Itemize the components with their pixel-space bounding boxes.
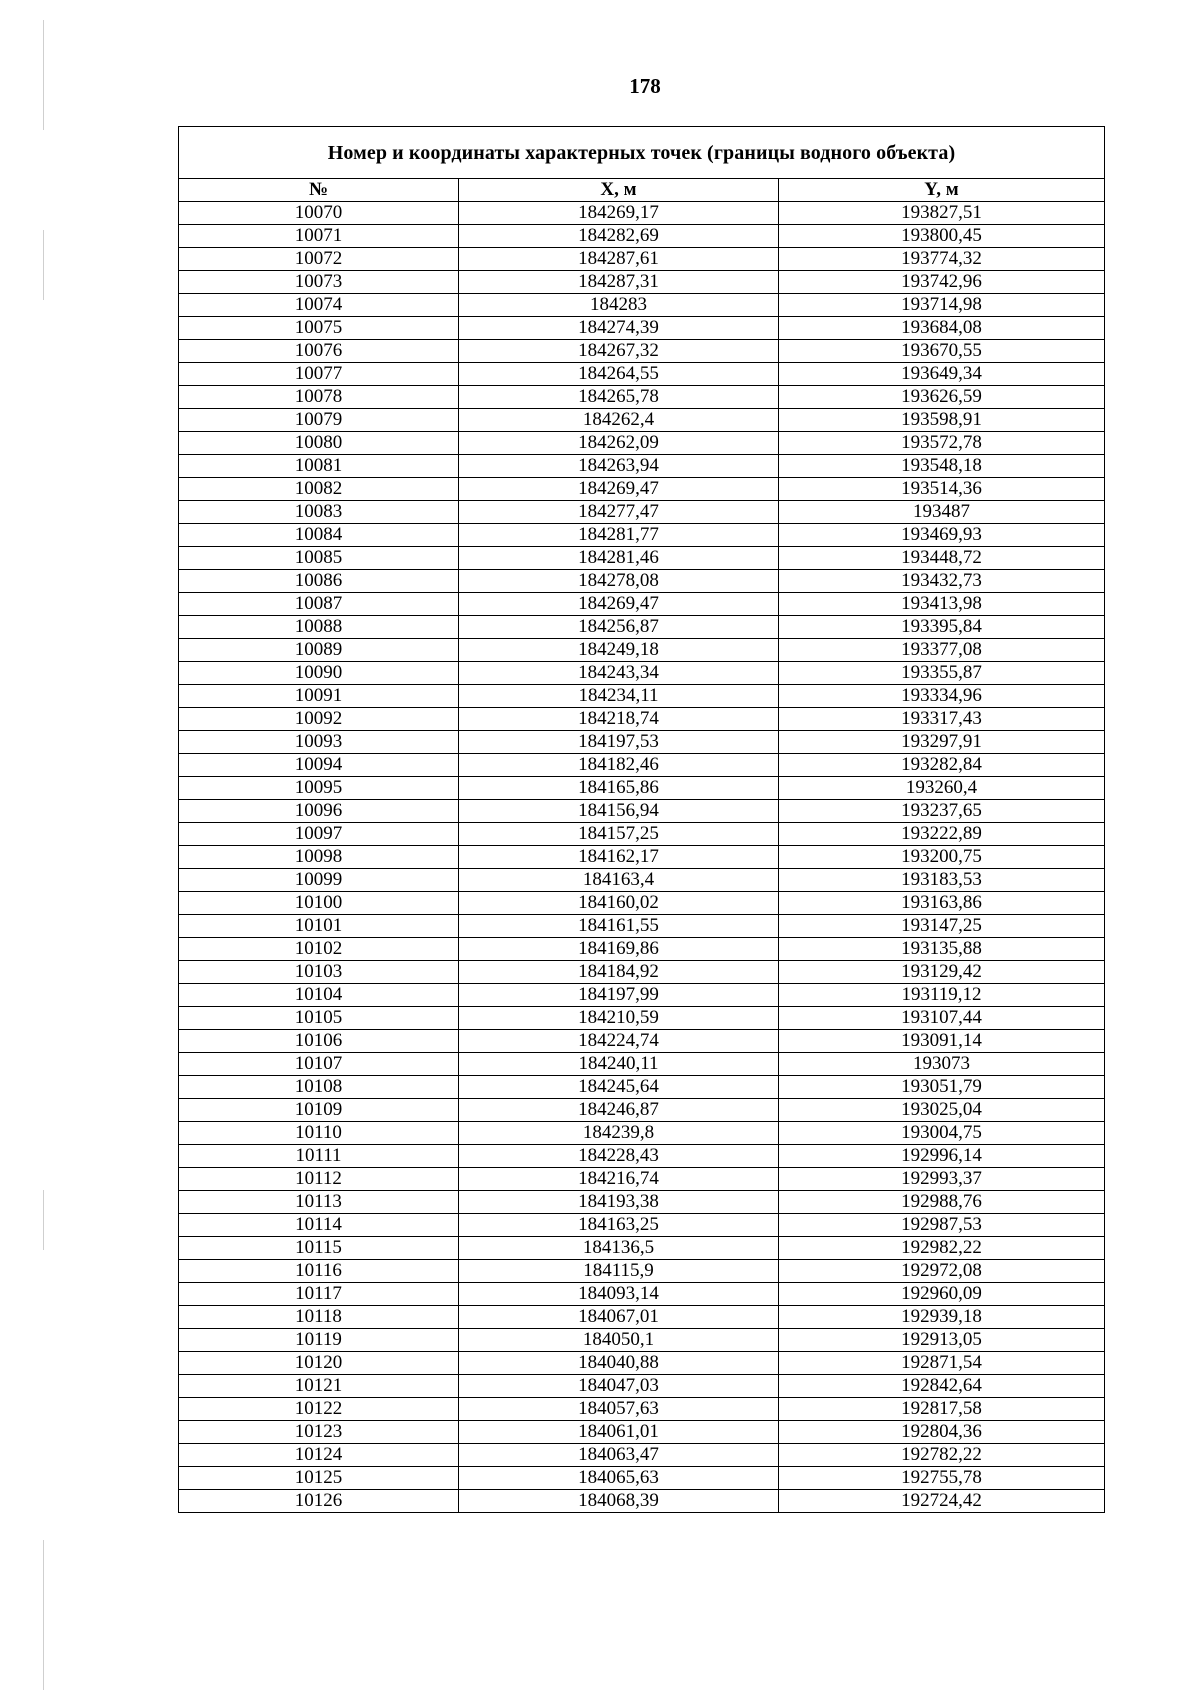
x-coordinate: 184262,09 [459,432,779,455]
table-row [179,1444,1105,1467]
y-coordinate: 192960,09 [779,1283,1105,1306]
table-row [179,455,1105,478]
y-coordinate: 192987,53 [779,1214,1105,1237]
table-row [179,409,1105,432]
point-number: 10077 [179,363,459,386]
point-number: 10088 [179,616,459,639]
point-number: 10112 [179,1168,459,1191]
table-row [179,1329,1105,1352]
x-coordinate: 184269,47 [459,478,779,501]
table-row [179,547,1105,570]
table-row [179,1145,1105,1168]
y-coordinate: 193237,65 [779,800,1105,823]
point-number: 10078 [179,386,459,409]
table-row [179,800,1105,823]
x-coordinate: 184197,99 [459,984,779,1007]
point-number: 10101 [179,915,459,938]
point-number: 10094 [179,754,459,777]
table-row [179,1168,1105,1191]
table-row [179,984,1105,1007]
table-row [179,892,1105,915]
y-coordinate: 193487 [779,501,1105,524]
point-number: 10117 [179,1283,459,1306]
table-row [179,501,1105,524]
y-coordinate: 193742,96 [779,271,1105,294]
x-coordinate: 184050,1 [459,1329,779,1352]
x-coordinate: 184210,59 [459,1007,779,1030]
x-coordinate: 184281,77 [459,524,779,547]
header-y: Y, м [779,179,1105,202]
table-row [179,777,1105,800]
x-coordinate: 184224,74 [459,1030,779,1053]
header-x: X, м [459,179,779,202]
y-coordinate: 192817,58 [779,1398,1105,1421]
y-coordinate: 192782,22 [779,1444,1105,1467]
point-number: 10083 [179,501,459,524]
point-number: 10122 [179,1398,459,1421]
y-coordinate: 192982,22 [779,1237,1105,1260]
y-coordinate: 193572,78 [779,432,1105,455]
table-row [179,662,1105,685]
x-coordinate: 184160,02 [459,892,779,915]
x-coordinate: 184193,38 [459,1191,779,1214]
y-coordinate: 193119,12 [779,984,1105,1007]
point-number: 10109 [179,1099,459,1122]
y-coordinate: 193395,84 [779,616,1105,639]
point-number: 10111 [179,1145,459,1168]
table-row [179,432,1105,455]
table-row [179,1237,1105,1260]
y-coordinate: 192842,64 [779,1375,1105,1398]
point-number: 10082 [179,478,459,501]
x-coordinate: 184065,63 [459,1467,779,1490]
y-coordinate: 193282,84 [779,754,1105,777]
y-coordinate: 193147,25 [779,915,1105,938]
x-coordinate: 184161,55 [459,915,779,938]
point-number: 10120 [179,1352,459,1375]
y-coordinate: 193073 [779,1053,1105,1076]
point-number: 10073 [179,271,459,294]
table-row [179,1053,1105,1076]
y-coordinate: 193670,55 [779,340,1105,363]
y-coordinate: 193800,45 [779,225,1105,248]
x-coordinate: 184063,47 [459,1444,779,1467]
table-row [179,478,1105,501]
y-coordinate: 192972,08 [779,1260,1105,1283]
x-coordinate: 184061,01 [459,1421,779,1444]
x-coordinate: 184262,4 [459,409,779,432]
point-number: 10099 [179,869,459,892]
x-coordinate: 184216,74 [459,1168,779,1191]
table-row [179,1076,1105,1099]
point-number: 10086 [179,570,459,593]
x-coordinate: 184068,39 [459,1490,779,1513]
y-coordinate: 193004,75 [779,1122,1105,1145]
x-coordinate: 184245,64 [459,1076,779,1099]
point-number: 10090 [179,662,459,685]
point-number: 10107 [179,1053,459,1076]
point-number: 10102 [179,938,459,961]
y-coordinate: 193297,91 [779,731,1105,754]
table-row [179,823,1105,846]
table-row [179,616,1105,639]
table-row [179,1122,1105,1145]
y-coordinate: 193183,53 [779,869,1105,892]
x-coordinate: 184263,94 [459,455,779,478]
table-row [179,248,1105,271]
y-coordinate: 192804,36 [779,1421,1105,1444]
table-row [179,1099,1105,1122]
point-number: 10084 [179,524,459,547]
point-number: 10108 [179,1076,459,1099]
table-row [179,1375,1105,1398]
y-coordinate: 193222,89 [779,823,1105,846]
point-number: 10106 [179,1030,459,1053]
page-number: 178 [629,74,661,98]
table-row [179,708,1105,731]
table-row [179,271,1105,294]
point-number: 10089 [179,639,459,662]
point-number: 10114 [179,1214,459,1237]
point-number: 10103 [179,961,459,984]
y-coordinate: 192755,78 [779,1467,1105,1490]
table-row [179,1191,1105,1214]
table-row [179,685,1105,708]
y-coordinate: 193129,42 [779,961,1105,984]
point-number: 10074 [179,294,459,317]
point-number: 10118 [179,1306,459,1329]
y-coordinate: 193514,36 [779,478,1105,501]
x-coordinate: 184218,74 [459,708,779,731]
y-coordinate: 192996,14 [779,1145,1105,1168]
y-coordinate: 193448,72 [779,547,1105,570]
table-row [179,317,1105,340]
y-coordinate: 193469,93 [779,524,1105,547]
x-coordinate: 184057,63 [459,1398,779,1421]
point-number: 10097 [179,823,459,846]
table-row [179,570,1105,593]
x-coordinate: 184162,17 [459,846,779,869]
table-caption-row [179,127,1105,179]
point-number: 10100 [179,892,459,915]
table-row [179,1214,1105,1237]
y-coordinate: 193432,73 [779,570,1105,593]
point-number: 10110 [179,1122,459,1145]
point-number: 10080 [179,432,459,455]
x-coordinate: 184249,18 [459,639,779,662]
x-coordinate: 184163,4 [459,869,779,892]
x-coordinate: 184184,92 [459,961,779,984]
coordinates-table [178,126,1105,1513]
point-number: 10095 [179,777,459,800]
y-coordinate: 192939,18 [779,1306,1105,1329]
table-row [179,846,1105,869]
table-row [179,961,1105,984]
point-number: 10123 [179,1421,459,1444]
table-body [179,202,1105,1513]
point-number: 10126 [179,1490,459,1513]
x-coordinate: 184278,08 [459,570,779,593]
point-number: 10076 [179,340,459,363]
table-row [179,915,1105,938]
point-number: 10087 [179,593,459,616]
point-number: 10098 [179,846,459,869]
y-coordinate: 193025,04 [779,1099,1105,1122]
x-coordinate: 184267,32 [459,340,779,363]
point-number: 10124 [179,1444,459,1467]
table-row [179,1421,1105,1444]
table-row [179,1260,1105,1283]
x-coordinate: 184163,25 [459,1214,779,1237]
x-coordinate: 184165,86 [459,777,779,800]
y-coordinate: 193334,96 [779,685,1105,708]
table-row [179,1283,1105,1306]
table-header-row [179,179,1105,202]
x-coordinate: 184182,46 [459,754,779,777]
x-coordinate: 184243,34 [459,662,779,685]
y-coordinate: 193355,87 [779,662,1105,685]
y-coordinate: 193051,79 [779,1076,1105,1099]
scan-edge-mark [43,1540,44,1690]
x-coordinate: 184281,46 [459,547,779,570]
y-coordinate: 193649,34 [779,363,1105,386]
y-coordinate: 193413,98 [779,593,1105,616]
table-row [179,294,1105,317]
y-coordinate: 193714,98 [779,294,1105,317]
y-coordinate: 193091,14 [779,1030,1105,1053]
x-coordinate: 184136,5 [459,1237,779,1260]
x-coordinate: 184287,31 [459,271,779,294]
point-number: 10125 [179,1467,459,1490]
table-row [179,731,1105,754]
table-row [179,363,1105,386]
table-row [179,639,1105,662]
point-number: 10119 [179,1329,459,1352]
point-number: 10092 [179,708,459,731]
x-coordinate: 184234,11 [459,685,779,708]
table-row [179,524,1105,547]
y-coordinate: 193135,88 [779,938,1105,961]
y-coordinate: 193260,4 [779,777,1105,800]
table-row [179,869,1105,892]
point-number: 10096 [179,800,459,823]
y-coordinate: 193163,86 [779,892,1105,915]
y-coordinate: 193317,43 [779,708,1105,731]
table-row [179,202,1105,225]
x-coordinate: 184282,69 [459,225,779,248]
table-row [179,340,1105,363]
point-number: 10113 [179,1191,459,1214]
x-coordinate: 184228,43 [459,1145,779,1168]
x-coordinate: 184169,86 [459,938,779,961]
point-number: 10075 [179,317,459,340]
x-coordinate: 184197,53 [459,731,779,754]
x-coordinate: 184269,17 [459,202,779,225]
point-number: 10116 [179,1260,459,1283]
y-coordinate: 193626,59 [779,386,1105,409]
table-row [179,1007,1105,1030]
point-number: 10071 [179,225,459,248]
x-coordinate: 184115,9 [459,1260,779,1283]
x-coordinate: 184067,01 [459,1306,779,1329]
x-coordinate: 184277,47 [459,501,779,524]
x-coordinate: 184264,55 [459,363,779,386]
y-coordinate: 193200,75 [779,846,1105,869]
x-coordinate: 184093,14 [459,1283,779,1306]
point-number: 10072 [179,248,459,271]
y-coordinate: 192871,54 [779,1352,1105,1375]
table-row [179,1490,1105,1513]
y-coordinate: 193598,91 [779,409,1105,432]
y-coordinate: 193684,08 [779,317,1105,340]
table-row [179,1398,1105,1421]
x-coordinate: 184239,8 [459,1122,779,1145]
y-coordinate: 192913,05 [779,1329,1105,1352]
point-number: 10079 [179,409,459,432]
table-row [179,1467,1105,1490]
table-row [179,593,1105,616]
x-coordinate: 184240,11 [459,1053,779,1076]
table-row [179,386,1105,409]
table-row [179,938,1105,961]
y-coordinate: 193548,18 [779,455,1105,478]
y-coordinate: 192988,76 [779,1191,1105,1214]
y-coordinate: 193827,51 [779,202,1105,225]
y-coordinate: 193377,08 [779,639,1105,662]
table-row [179,1030,1105,1053]
y-coordinate: 193774,32 [779,248,1105,271]
point-number: 10085 [179,547,459,570]
x-coordinate: 184265,78 [459,386,779,409]
header-number: № [179,179,459,202]
x-coordinate: 184047,03 [459,1375,779,1398]
y-coordinate: 192724,42 [779,1490,1105,1513]
point-number: 10070 [179,202,459,225]
scan-edge-mark [43,230,44,300]
table-row [179,1352,1105,1375]
point-number: 10115 [179,1237,459,1260]
point-number: 10093 [179,731,459,754]
table-row [179,225,1105,248]
point-number: 10104 [179,984,459,1007]
x-coordinate: 184269,47 [459,593,779,616]
x-coordinate: 184287,61 [459,248,779,271]
y-coordinate: 193107,44 [779,1007,1105,1030]
table-caption: Номер и координаты характерных точек (границы водного объекта) [179,127,1105,179]
point-number: 10081 [179,455,459,478]
x-coordinate: 184040,88 [459,1352,779,1375]
y-coordinate: 192993,37 [779,1168,1105,1191]
point-number: 10091 [179,685,459,708]
table-row [179,1306,1105,1329]
point-number: 10105 [179,1007,459,1030]
x-coordinate: 184274,39 [459,317,779,340]
x-coordinate: 184283 [459,294,779,317]
scan-edge-mark [43,1190,44,1250]
x-coordinate: 184256,87 [459,616,779,639]
x-coordinate: 184157,25 [459,823,779,846]
table-row [179,754,1105,777]
x-coordinate: 184156,94 [459,800,779,823]
point-number: 10121 [179,1375,459,1398]
x-coordinate: 184246,87 [459,1099,779,1122]
